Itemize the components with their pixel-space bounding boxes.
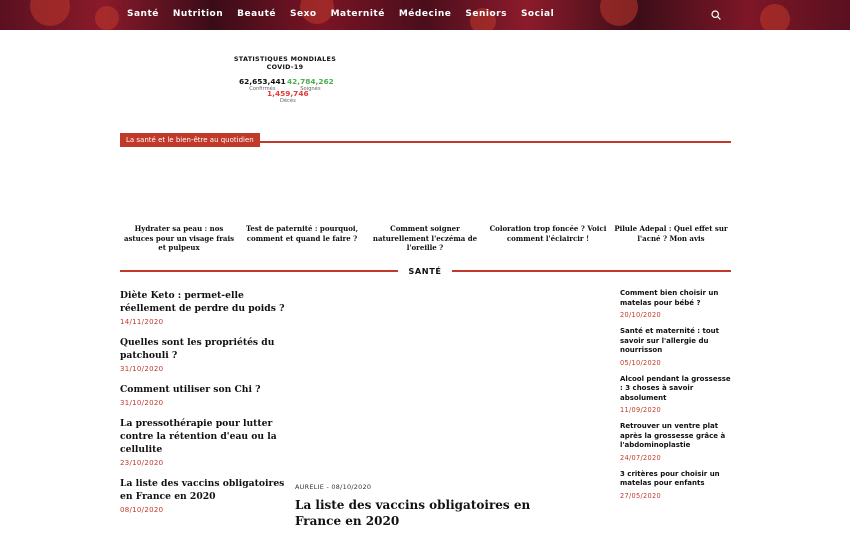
section-divider-right: [452, 270, 731, 272]
list-item[interactable]: [620, 327, 732, 367]
nav-item-beaute[interactable]: Beauté: [237, 9, 276, 19]
nav-item-medecine[interactable]: Médecine: [398, 9, 452, 19]
featured-title[interactable]: La liste des vaccins obligatoires en France en 2020: [295, 498, 531, 528]
article-thumbnail[interactable]: [366, 150, 484, 220]
list-item[interactable]: [620, 422, 732, 462]
covid-title: STATISTIQUES MONDIALES COVID-19: [233, 55, 337, 71]
list-item-title[interactable]: Diète Keto : permet-elle réellement de perdre du poids ?: [120, 290, 285, 314]
list-item[interactable]: [120, 383, 290, 407]
article-card[interactable]: [366, 150, 484, 253]
list-item[interactable]: [120, 336, 290, 373]
covid-confirmed-value: 62,653,441: [239, 77, 286, 86]
covid-confirmed-label: Confirmés: [249, 86, 276, 92]
covid-deaths-value: 1,459,746: [267, 89, 309, 98]
list-item-date: 24/07/2020: [620, 453, 662, 462]
list-item-title[interactable]: 3 critères pour choisir un matelas pour enfants: [620, 469, 720, 487]
left-article-list: [120, 289, 290, 524]
list-item-title[interactable]: La liste des vaccins obligatoires en France en 2020: [120, 478, 285, 502]
list-item[interactable]: [620, 289, 732, 319]
list-item-date: 23/10/2020: [120, 459, 164, 467]
list-item-title[interactable]: Comment utiliser son Chi ?: [120, 384, 261, 395]
list-item[interactable]: [620, 470, 732, 500]
nav-item-social[interactable]: Social: [520, 9, 555, 19]
covid-stats-widget: [221, 55, 349, 104]
section-divider-left: [120, 270, 398, 272]
article-card-title[interactable]: Hydrater sa peau : nos astuces pour un visage frais et pulpeux: [123, 224, 235, 252]
article-card[interactable]: [489, 150, 607, 243]
category-tag[interactable]: La santé et le bien-être au quotidien: [120, 133, 260, 147]
featured-meta: [295, 483, 535, 491]
main-nav: [127, 9, 568, 19]
list-item-title[interactable]: La pressothérapie pour lutter contre la rétention d'eau ou la cellulite: [120, 418, 277, 455]
article-thumbnail[interactable]: [612, 150, 730, 220]
section-title: SANTÉ: [408, 266, 442, 276]
nav-item-sante[interactable]: Santé: [127, 9, 159, 19]
list-item-date: 05/10/2020: [620, 358, 662, 367]
list-item[interactable]: [120, 289, 290, 326]
category-header: [120, 127, 731, 143]
list-item[interactable]: [620, 375, 732, 415]
top-navigation-bar: [0, 0, 850, 30]
covid-recovered-value: 42,784,262: [287, 77, 334, 86]
article-card[interactable]: [120, 150, 238, 253]
covid-deaths: [267, 89, 309, 104]
featured-article[interactable]: [295, 483, 535, 529]
list-item-title[interactable]: Comment bien choisir un matelas pour bébé ?: [620, 289, 719, 307]
article-thumbnail[interactable]: [120, 150, 238, 220]
list-item-date: 14/11/2020: [120, 318, 164, 326]
nav-item-nutrition[interactable]: Nutrition: [172, 9, 224, 19]
list-item-date: 31/10/2020: [120, 365, 164, 373]
list-item-title[interactable]: Alcool pendant la grossesse : 3 choses à savoir absolument: [620, 374, 731, 402]
list-item-title[interactable]: Santé et maternité : tout savoir sur l'allergie du nourrisson: [620, 327, 720, 354]
featured-meta-separator: -: [326, 483, 330, 491]
article-card[interactable]: [612, 150, 730, 243]
list-item-date: 08/10/2020: [120, 506, 164, 514]
featured-date: 08/10/2020: [331, 483, 372, 491]
list-item-date: 11/09/2020: [620, 406, 662, 414]
featured-author[interactable]: AURELIE: [295, 483, 325, 491]
article-card-title[interactable]: Comment soigner naturellement l'eczéma de l'oreille ?: [372, 224, 478, 252]
list-item-date: 20/10/2020: [620, 311, 662, 319]
article-card[interactable]: [243, 150, 361, 243]
article-thumbnail[interactable]: [489, 150, 607, 220]
article-card-title[interactable]: Pilule Adepal : Quel effet sur l'acné ? Mon avis: [614, 224, 728, 243]
list-item[interactable]: [120, 417, 290, 467]
article-cards-row: [120, 150, 731, 250]
list-item-date: 31/10/2020: [120, 399, 164, 407]
list-item-title[interactable]: Retrouver un ventre plat après la grossesse grâce à l'abdominoplastie: [620, 422, 726, 449]
article-card-title[interactable]: Test de paternité : pourquoi, comment et quand le faire ?: [245, 224, 359, 243]
nav-item-sexo[interactable]: Sexo: [289, 9, 317, 19]
list-item-date: 27/05/2020: [620, 491, 662, 500]
right-article-list: [620, 289, 732, 508]
covid-deaths-label: Décès: [279, 98, 296, 104]
nav-item-maternite[interactable]: Maternité: [330, 9, 385, 19]
search-icon[interactable]: [711, 10, 721, 20]
nav-item-seniors[interactable]: Seniors: [465, 9, 507, 19]
covid-recovered-label: Soignés: [300, 86, 321, 92]
article-thumbnail[interactable]: [243, 150, 361, 220]
list-item[interactable]: [120, 477, 290, 514]
article-card-title[interactable]: Coloration trop foncée ? Voici comment l'éclaircir !: [489, 224, 607, 243]
list-item-title[interactable]: Quelles sont les propriétés du patchouli ?: [120, 337, 275, 361]
